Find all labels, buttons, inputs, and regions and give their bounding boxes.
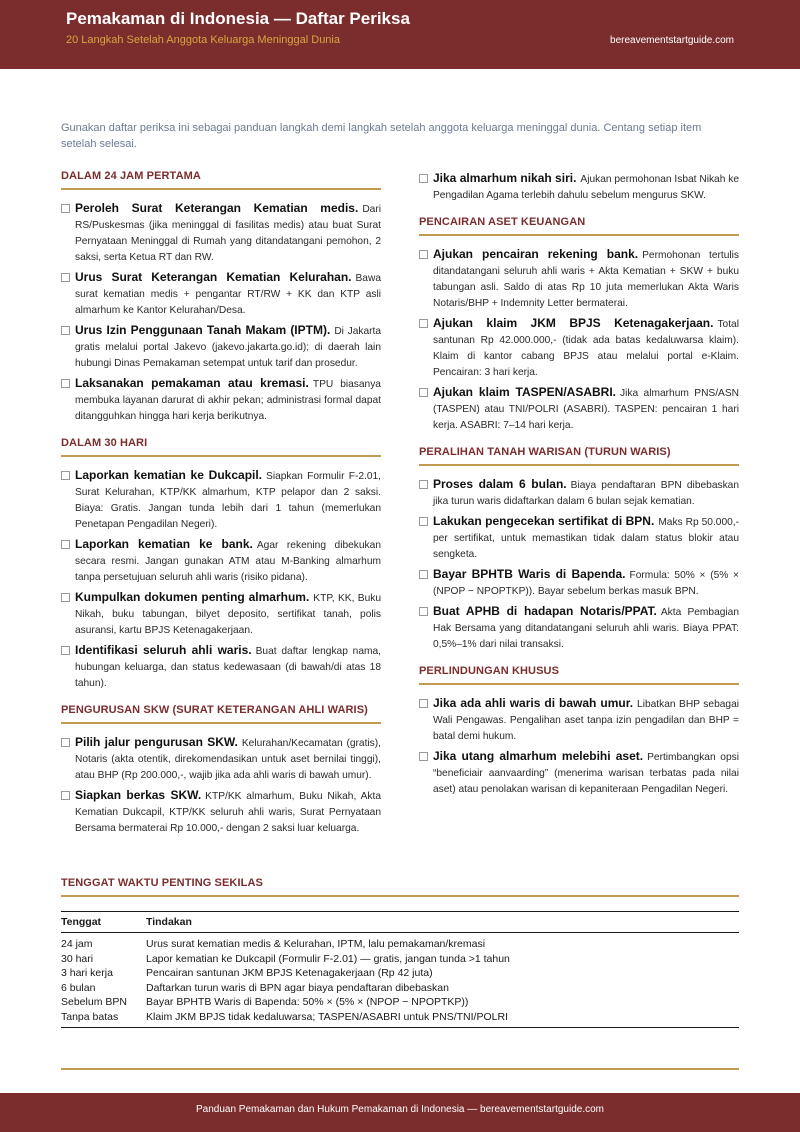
- item-description: Maks Rp 50.000,- per sertifikat, untuk memastikan tidak dalam status blokir atau sengketa.: [433, 517, 739, 560]
- checklist-section: [61, 170, 381, 425]
- column-header-action: Tindakan: [146, 916, 192, 928]
- section-rule: [61, 455, 381, 457]
- right-column: [419, 170, 739, 810]
- deadlines-table-body: [61, 933, 739, 1028]
- item-title: Proses dalam 6 bulan.: [433, 477, 567, 491]
- item-title: Kumpulkan dokumen penting almarhum.: [75, 590, 310, 604]
- item-title: Jika ada ahli waris di bawah umur.: [433, 696, 634, 710]
- page-subtitle: 20 Langkah Setelah Anggota Keluarga Meninggal Dunia: [66, 34, 340, 46]
- checkbox[interactable]: [61, 593, 70, 602]
- deadline-cell: 3 hari kerja: [61, 967, 113, 979]
- item-title: Urus Surat Keterangan Kematian Kelurahan.: [75, 270, 352, 284]
- action-cell: Lapor kematian ke Dukcapil (Formulir F-2.01) — gratis, jangan tunda >1 tahun: [146, 952, 510, 965]
- item-title: Jika utang almarhum melebihi aset.: [433, 749, 644, 763]
- item-title: Lakukan pengecekan sertifikat di BPN.: [433, 514, 655, 528]
- checkbox[interactable]: [61, 273, 70, 282]
- site-url[interactable]: bereavementstartguide.com: [610, 35, 734, 46]
- item-description: TPU biasanya membuka layanan darurat di akhir pekan; administrasi formal dapat ditangguhkan hingga hari kerja berikutnya.: [75, 379, 381, 422]
- section-rule: [61, 722, 381, 724]
- checklist-item: [61, 536, 381, 586]
- checklist-section: [419, 216, 739, 434]
- item-title: Peroleh Surat Keterangan Kematian medis.: [75, 201, 359, 215]
- checkbox[interactable]: [419, 517, 428, 526]
- item-description: Total santunan Rp 42.000.000,- (tidak ada batas kedaluwarsa klaim). Klaim di kantor cabang BPJS atau melalui portal e-Klaim. Pencairan: 3 hari kerja.: [433, 319, 739, 378]
- checkbox[interactable]: [419, 174, 428, 183]
- section-heading: PERLINDUNGAN KHUSUS: [419, 665, 560, 677]
- page-header: [0, 0, 800, 69]
- checkbox[interactable]: [419, 250, 428, 259]
- checklist-section: [419, 170, 739, 204]
- checkbox[interactable]: [419, 570, 428, 579]
- checkbox[interactable]: [61, 471, 70, 480]
- end-rule: [61, 1068, 739, 1070]
- item-description: Buat daftar lengkap nama, hubungan keluarga, dan status kedewasaan (di bawah/di atas 18 tahun).: [75, 646, 381, 689]
- item-description: Akta Pembagian Hak Bersama yang ditandatangani seluruh ahli waris. Biaya PPAT: 0,5%–1% dari nilai transaksi.: [433, 607, 739, 650]
- table-row: [61, 966, 739, 981]
- page-footer: [0, 1093, 800, 1132]
- item-title: Siapkan berkas SKW.: [75, 788, 202, 802]
- deadlines-table-header: [61, 912, 739, 933]
- item-title: Laporkan kematian ke Dukcapil.: [75, 468, 263, 482]
- checklist-item: [419, 566, 739, 600]
- checkbox[interactable]: [61, 738, 70, 747]
- checklist-item: [419, 170, 739, 204]
- checklist-item: [419, 246, 739, 312]
- checkbox[interactable]: [419, 607, 428, 616]
- checkbox[interactable]: [61, 379, 70, 388]
- item-description: Agar rekening dibekukan secara resmi. Jangan gunakan ATM atau M-Banking almarhum tanpa persetujuan seluruh ahli waris (risiko pidana).: [75, 540, 381, 583]
- checkbox[interactable]: [419, 480, 428, 489]
- section-rule: [419, 683, 739, 685]
- item-title: Ajukan klaim TASPEN/ASABRI.: [433, 385, 617, 399]
- item-description: Libatkan BHP sebagai Wali Pengawas. Pengalihan aset tanpa izin pengadilan dan BHP = batal demi hukum.: [433, 699, 739, 742]
- intro-text: Gunakan daftar periksa ini sebagai panduan langkah demi langkah setelah anggota keluarga meninggal dunia. Centang setiap item setelah selesai.: [61, 122, 702, 150]
- section-heading: DALAM 30 HARI: [61, 437, 148, 449]
- checklist-section: [419, 446, 739, 653]
- table-row: [61, 995, 739, 1010]
- left-column: [61, 170, 381, 849]
- checklist-item: [61, 589, 381, 639]
- item-title: Urus Izin Penggunaan Tanah Makam (IPTM).: [75, 323, 331, 337]
- deadline-cell: 6 bulan: [61, 981, 96, 994]
- deadlines-section: [61, 877, 739, 1028]
- item-description: Formula: 50% × (5% × (NPOP − NPOPTKP)). Bayar sebelum berkas masuk BPN.: [433, 570, 740, 597]
- table-row: [61, 952, 739, 967]
- item-title: Pilih jalur pengurusan SKW.: [75, 735, 238, 749]
- item-title: Bayar BPHTB Waris di Bapenda.: [433, 567, 626, 581]
- section-rule: [61, 895, 739, 897]
- deadline-cell: Sebelum BPN: [61, 996, 127, 1008]
- checkbox[interactable]: [419, 319, 428, 328]
- item-description: Biaya pendaftaran BPN dibebaskan jika turun waris didaftarkan dalam 6 bulan sejak kematian.: [433, 480, 739, 507]
- deadline-cell: 24 jam: [61, 938, 93, 950]
- checklist-section: [61, 437, 381, 692]
- deadlines-table: [61, 911, 739, 1028]
- checkbox[interactable]: [61, 791, 70, 800]
- deadline-cell: 30 hari: [61, 952, 94, 965]
- section-rule: [61, 188, 381, 190]
- checkbox[interactable]: [61, 326, 70, 335]
- table-row: [61, 937, 739, 952]
- action-cell: Klaim JKM BPJS tidak kedaluwarsa; TASPEN/ASABRI untuk PNS/TNI/POLRI: [146, 1010, 508, 1023]
- item-title: Laksanakan pemakaman atau kremasi.: [75, 376, 309, 390]
- item-title: Ajukan klaim JKM BPJS Ketenagakerjaan.: [433, 316, 714, 330]
- item-title: Buat APHB di hadapan Notaris/PPAT.: [433, 604, 657, 618]
- checklist-item: [419, 476, 739, 510]
- item-description: KTP/KK almarhum, Buku Nikah, Akta Kematian Dukcapil, KTP/KK seluruh ahli waris, Surat Pernyataan Bersama bermaterai Rp 10.000,- dengan 2 saksi luar keluarga.: [75, 791, 381, 834]
- checklist-item: [419, 695, 739, 745]
- item-description: Bawa surat kematian medis + pengantar RT/RW + KK dan KTP asli almarhum ke Kantor Kelurahan/Desa.: [75, 273, 381, 316]
- section-heading: PERALIHAN TANAH WARISAN (TURUN WARIS): [419, 446, 671, 458]
- checkbox[interactable]: [61, 540, 70, 549]
- section-heading: PENGURUSAN SKW (SURAT KETERANGAN AHLI WARIS): [61, 704, 368, 716]
- checklist-item: [419, 384, 739, 434]
- item-description: Ajukan permohonan Isbat Nikah ke Pengadilan Agama terlebih dahulu sebelum mengurus SKW.: [433, 174, 739, 201]
- item-description: KTP, KK, Buku Nikah, buku tabungan, bilyet deposito, sertifikat tanah, polis asuransi, kartu BPJS Ketenagakerjaan.: [75, 593, 381, 636]
- item-title: Ajukan pencairan rekening bank.: [433, 247, 639, 261]
- action-cell: Pencairan santunan JKM BPJS Ketenagakerjaan (Rp 42 juta): [146, 967, 433, 979]
- item-title: Laporkan kematian ke bank.: [75, 537, 253, 551]
- checklist-item: [61, 734, 381, 784]
- item-title: Identifikasi seluruh ahli waris.: [75, 643, 252, 657]
- footer-text: Panduan Pemakaman dan Hukum Pemakaman di Indonesia — bereavementstartguide.com: [195, 1104, 604, 1115]
- checklist-item: [419, 315, 739, 381]
- checkbox[interactable]: [61, 204, 70, 213]
- checkbox[interactable]: [419, 699, 428, 708]
- checklist-item: [61, 787, 381, 837]
- item-description: Jika almarhum PNS/ASN (TASPEN) atau TNI/POLRI (ASABRI). TASPEN: pencairan 1 hari kerja. ASABRI: 7–14 hari kerja.: [433, 388, 739, 431]
- checklist-item: [419, 603, 739, 653]
- section-heading: PENCAIRAN ASET KEUANGAN: [419, 216, 586, 228]
- checklist-section: [419, 665, 739, 798]
- checklist-item: [61, 467, 381, 533]
- item-description: Permohonan tertulis ditandatangani seluruh ahli waris + Akta Kematian + SKW + buku tabungan asli. Saldo di atas Rp 10 juta memerlukan Akta Waris Notaris/BHP + Indemnity Letter bermaterai.: [433, 250, 740, 309]
- action-cell: Urus surat kematian medis & Kelurahan, IPTM, lalu pemakaman/kremasi: [146, 938, 486, 950]
- action-cell: Bayar BPHTB Waris di Bapenda: 50% × (5% × (NPOP − NPOPTKP)): [146, 996, 469, 1008]
- column-header-deadline: Tenggat: [61, 916, 102, 928]
- checklist-item: [61, 322, 381, 372]
- deadline-cell: Tanpa batas: [61, 1010, 119, 1023]
- checkbox[interactable]: [61, 646, 70, 655]
- action-cell: Daftarkan turun waris di BPN agar biaya pendaftaran dibebaskan: [146, 981, 449, 994]
- item-description: Dari RS/Puskesmas (jika meninggal di fasilitas medis) atau buat Surat Pernyataan Meninggal di Rumah yang ditandatangani pemohon, 2 saksi, serta Ketua RT dan RW.: [75, 204, 381, 263]
- section-rule: [419, 464, 739, 466]
- checklist-item: [419, 748, 739, 798]
- section-rule: [419, 234, 739, 236]
- checklist-item: [61, 375, 381, 425]
- item-title: Jika almarhum nikah siri.: [433, 171, 577, 185]
- checkbox[interactable]: [419, 752, 428, 761]
- table-row: [61, 981, 739, 996]
- checklist-item: [419, 513, 739, 563]
- section-heading: DALAM 24 JAM PERTAMA: [61, 170, 201, 182]
- page-title: Pemakaman di Indonesia — Daftar Periksa: [66, 9, 410, 28]
- checklist-item: [61, 269, 381, 319]
- deadlines-heading: TENGGAT WAKTU PENTING SEKILAS: [61, 877, 263, 889]
- checkbox[interactable]: [419, 388, 428, 397]
- item-description: Di Jakarta gratis melalui portal Jakevo (jakevo.jakarta.go.id); di daerah lain hubungi Dinas Pemakaman setempat untuk tarif dan prosedur.: [75, 326, 382, 369]
- checklist-item: [61, 642, 381, 692]
- item-description: Siapkan Formulir F-2.01, Surat Kelurahan, KTP/KK almarhum, KTP pelapor dan 2 saksi. Biaya: Gratis. Jangan tunda lebih dari 1 tahun (memerlukan Penetapan Pengadilan Negeri).: [75, 471, 381, 530]
- checklist-item: [61, 200, 381, 266]
- item-description: Pertimbangkan opsi “beneficiair aanvaarding” (menerima warisan terbatas pada nilai aset) atau penolakan warisan di kepaniteraan Pengadilan Negeri.: [433, 752, 739, 795]
- table-row: [61, 1010, 739, 1025]
- checklist-section: [61, 704, 381, 837]
- item-description: Kelurahan/Kecamatan (gratis), Notaris (akta otentik, direkomendasikan untuk aset bernilai tinggi), atau BHP (Rp 200.000,-, wajib jika ada ahli waris di bawah umur).: [75, 738, 381, 781]
